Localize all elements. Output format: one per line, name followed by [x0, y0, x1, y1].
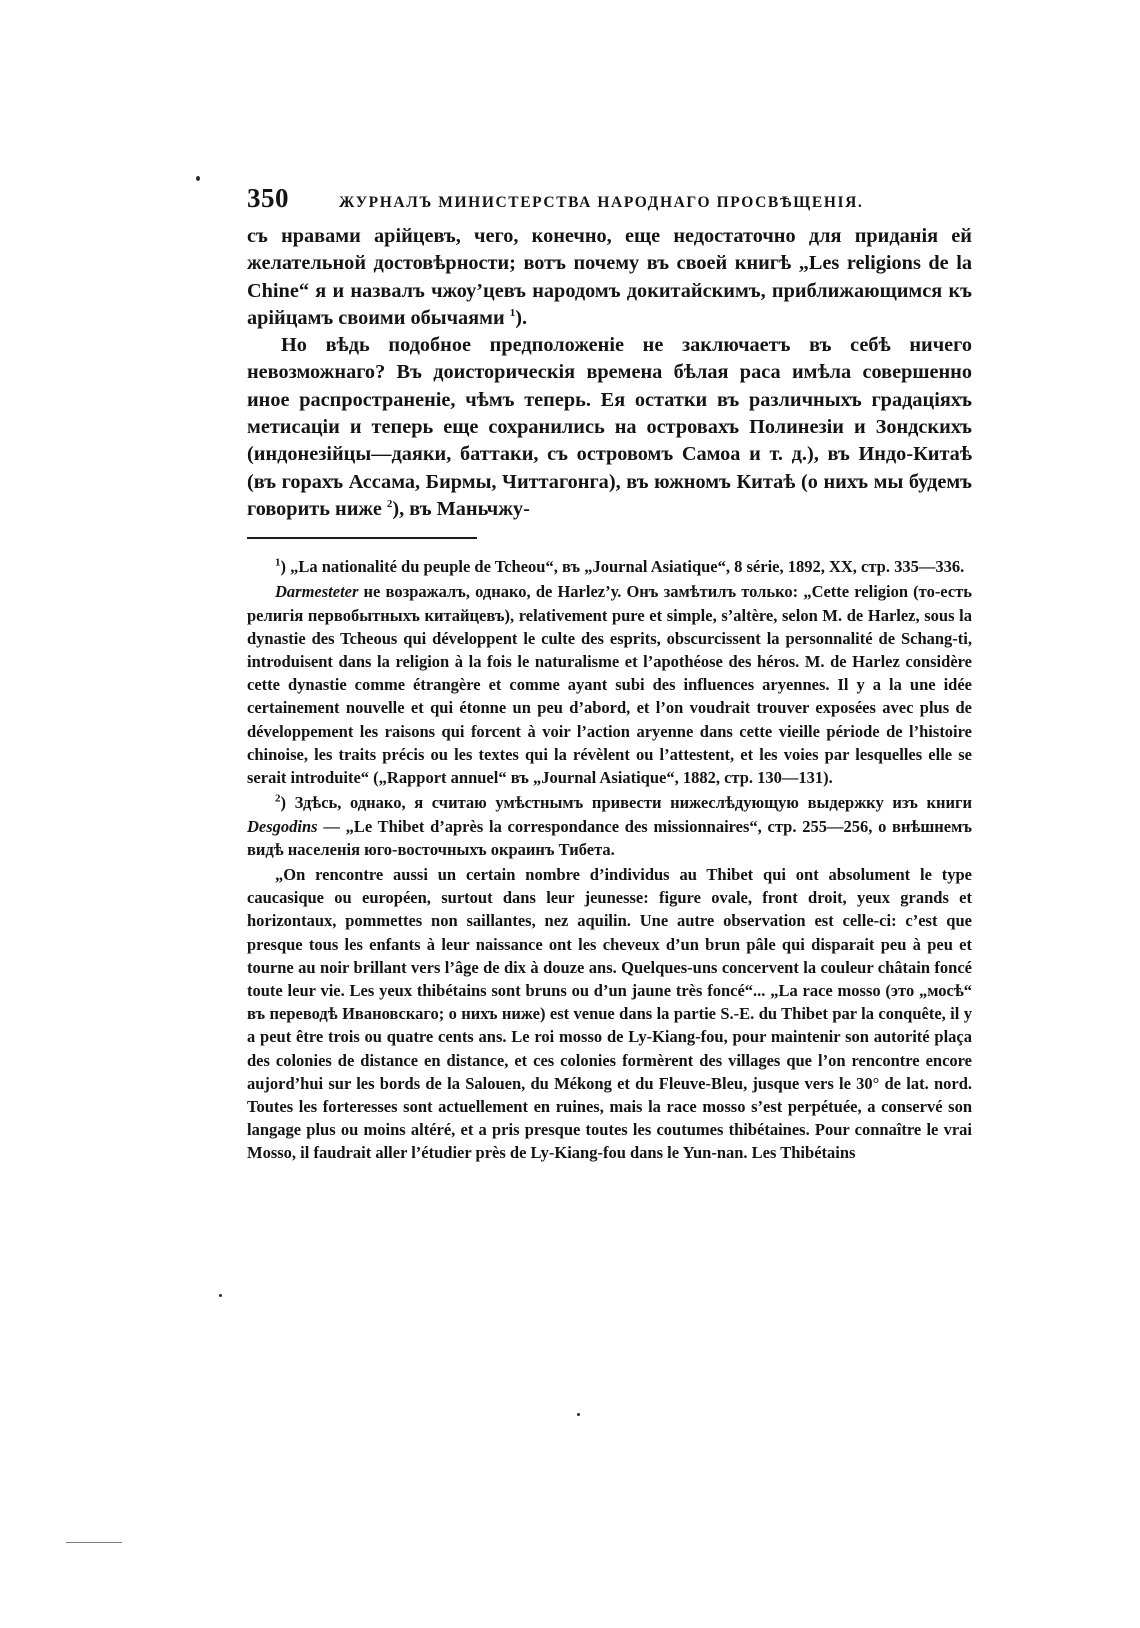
footnote-text: ) Здѣсь, однако, я считаю умѣстнымъ привести нижеслѣдующую выдержку изъ книги: [280, 793, 972, 813]
footnote-text: не возражалъ, однако, de Harlez’у. Онъ замѣтилъ только: „Cette religion (то-есть религія первобытныхъ китайцевъ), relativement pure et simple, s’altère, selon M. de Harlez, sous la dynastie des Tcheous qui développent le culte des esprits, obscurcissent la personnalité de Schang-ti, introduisent dans la religion à la fois le naturalisme et l’apothéose des héros. M. de Harlez considère cette dynastie comme étrangère et comme ayant subi des influences aryennes. Il y a la une idée certainement nouvelle et qui étonne un peu d’abord, et l’on voudrait trouver exposées avec plus de développement les raisons qui forcent à voir l’action aryenne dans cette vieille période de l’histoire chinoise, les traits précis ou les textes qui la révèlent ou l’attestent, et les voies par lesquelles elle se serait introduite“ („Rapport annuel“ въ „Journal Asiatique“, 1882, стр. 130—131).: [247, 582, 972, 788]
footnotes: [247, 555, 972, 1164]
paragraph-text: ).: [515, 306, 528, 329]
paragraph: [247, 223, 972, 332]
running-header: [247, 183, 972, 223]
footnote: [247, 791, 972, 861]
journal-title: ЖУРНАЛЪ МИНИСТЕРСТВА НАРОДНАГО ПРОСВѢЩЕНІЯ.: [339, 194, 864, 211]
author-name: Darmesteter: [275, 582, 359, 602]
footnote-marker: 1: [275, 556, 281, 569]
footnote-reference[interactable]: 1: [509, 307, 516, 320]
footnote-text: ) „La nationalité du peuple de Tcheou“, въ „Journal Asiatique“, 8 série, 1892, XX, стр. 335—336.: [280, 557, 965, 577]
paragraph-text: Но вѣдь подобное предположеніе не заключаетъ въ себѣ ничего невозможнаго? Въ доисторическія времена бѣлая раса имѣла совершенно иное распространеніе, чѣмъ теперь. Ея остатки въ различныхъ градаціяхъ метисаціи и теперь еще сохранились на островахъ Полинезіи и Зондскихъ (индонезійцы—даяки, баттаки, съ островомъ Самоа и т. д.), въ Индо-Китаѣ (въ горахъ Ассама, Бирмы, Читтагонга), въ южномъ Китаѣ (о нихъ мы будемъ говорить ниже: [247, 334, 972, 520]
page-number: 350: [247, 183, 289, 213]
author-name: Desgodins: [247, 816, 318, 836]
margin-speck: [219, 1294, 222, 1297]
margin-speck: [196, 176, 200, 181]
footnote: [247, 555, 972, 578]
footnote: [247, 580, 972, 789]
footnote-reference[interactable]: 2: [386, 498, 393, 511]
paragraph: [247, 332, 972, 523]
margin-speck: [577, 1413, 580, 1416]
footnote-separator: [247, 537, 477, 539]
footnote-marker: 2: [275, 792, 281, 805]
footnote-text: — „Le Thibet d’après la correspondance des missionnaires“, стр. 255—256, о внѣшнемъ видѣ населенія юго-восточныхъ окраинъ Тибета.: [247, 816, 972, 859]
paragraph-text: ), въ Маньчжу-: [392, 497, 530, 520]
text-column: [247, 183, 972, 1165]
main-text: [247, 223, 972, 523]
scan-mark: [66, 1542, 122, 1543]
paragraph-text: съ нравами арійцевъ, чего, конечно, еще недостаточно для приданія ей желательной достовѣрности; вотъ почему въ своей книгѣ „Les religions de la Chine“ я и назвалъ чжоу’цевъ народомъ докитайскимъ, приближающимся къ арійцамъ своими обычаями: [247, 225, 972, 329]
footnote-quote: „On rencontre aussi un certain nombre d’individus au Thibet qui ont absolument le type caucasique ou européen, surtout dans leur jeunesse: figure ovale, front droit, yeux grands et horizontaux, pommettes non saillantes, nez aquilin. Une autre observation est celle-ci: c’est que presque tous les enfants à leur naissance ont les cheveux d’un brun pâle qui disparait peu à peu et tourne au noir brillant vers l’âge de dix à douze ans. Quelques-uns concervent la couleur châtain foncé toute leur vie. Les yeux thibétains sont bruns ou d’un jaune très foncé“... „La race mosso (это „мосѣ“ въ переводѣ Ивановскаго; о нихъ ниже) est venue dans la partie S.-E. du Thibet par la conquête, il y a peut être trois ou quatre cents ans. Le roi mosso de Ly-Kiang-fou, pour maintenir son autorité plaça des colonies de distance en distance, et ces colonies formèrent des villages que l’on rencontre encore aujord’hui sur les bords de la Salouen, du Mékong et du Fleuve-Bleu, jusque vers le 30° de lat. nord. Toutes les forteresses sont actuellement en ruines, mais la race mosso s’est perpétuée, a conservé son langage plus ou moins altéré, et a pris presque toutes les coutumes thibétaines. Pour connaître le vrai Mosso, il faudrait aller l’étudier près de Ly-Kiang-fou dans le Yun-nan. Les Thibétains: [247, 864, 972, 1163]
